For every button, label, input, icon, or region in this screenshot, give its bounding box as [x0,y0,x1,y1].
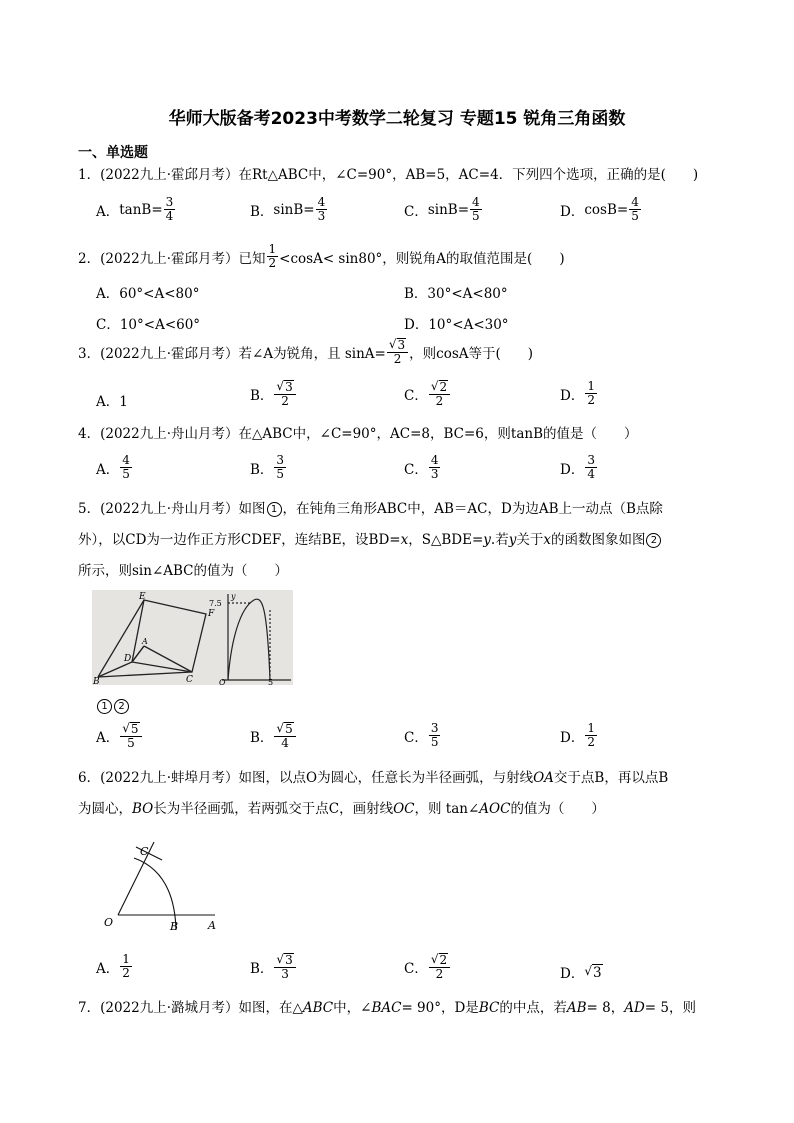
q6-figure [100,838,230,938]
point-label-d: D [124,654,132,664]
fraction: $\frac{4}{3}$ [317,195,326,223]
origin-label: O [219,678,226,685]
q5-figure [92,590,293,685]
fraction: $\frac{4}{5}$ [122,453,130,481]
q4-option-b[interactable]: B． $\frac{3}{5}$ [250,453,285,481]
fraction: $\frac{3}{5}$ [430,721,439,749]
q3-option-b[interactable]: B． √ 3 2 [250,380,297,408]
option-label: B． [250,203,274,220]
question-2-stem: 2．(2022九上·霍邱月考）已知 $\frac{1}{2}$ <cosA< sin80°，则锐角A的取值范围是( ) [78,242,565,270]
axis-mark-5: 5 [268,678,274,685]
q5-option-a[interactable]: A． √ 5 5 [96,722,143,750]
q5-figure-photo [92,590,293,685]
circled-number: 2 [646,533,661,548]
point-label-e: E [139,592,146,602]
q6-option-c[interactable]: C． √ 2 2 [404,953,451,981]
q2-option-a[interactable]: A．60°<A<80° [96,286,200,302]
q1-option-c[interactable] [404,196,483,223]
q2-option-d[interactable]: D．10°<A<30° [404,317,509,333]
axis-label-y: y [231,592,236,601]
q3-option-a[interactable]: A．1 [96,394,128,410]
section-heading: 一、单选题 [78,145,148,161]
fraction: √ 2 2 [429,953,450,981]
axis-mark-7-5: 7.5 [209,599,222,608]
q6-option-a[interactable]: A． $\frac{1}{2}$ [96,952,130,980]
q1-option-d[interactable] [560,196,642,223]
q3-option-c[interactable]: C． √ 2 2 [404,380,451,408]
fraction: $\frac{4}{5}$ [631,195,639,223]
fraction: $\frac{3}{4}$ [165,195,174,223]
fraction: √ 3 3 [274,953,295,981]
question-4-stem: 4．(2022九上·舟山月考）在△ABC中，∠C=90°，AC=8，BC=6，则tanB的值是（ ） [78,426,638,442]
point-label-a: A [208,919,216,932]
q3-option-d[interactable]: D． $\frac{1}{2}$ [560,379,595,407]
fraction: $\frac{1}{2}$ [122,952,130,980]
fraction: √ 5 4 [274,722,295,750]
question-5-stem: 5．(2022九上·舟山月考）如图 1 ，在钝角三角形ABC中，AB＝AC，D为边AB上一动点（B点除 外），以CD为一边作正方形CDEF，连结BE，设BD=x，S△BDE=y.若y关于x的函数图象如图 2 所示，则sin∠ABC的值为（ ） [78,501,663,579]
fraction: $\frac{1}{2}$ [587,721,595,749]
question-7-stem: 7．(2022九上·潞城月考）如图，在△ABC中，∠BAC= 90°，D是BC的中点，若AB= 8，AD= 5，则 [78,1000,696,1016]
q4-option-a[interactable]: A． $\frac{4}{5}$ [96,453,130,481]
fraction: $\frac{4}{3}$ [430,453,439,481]
q6-option-d[interactable]: D． √ 3 [560,963,602,982]
option-label: A． [96,203,120,220]
point-label-a: A [142,637,148,646]
point-label-c: C [186,675,193,685]
q4-option-c[interactable]: C． $\frac{4}{3}$ [404,453,439,481]
option-text: sinB= [427,201,470,218]
q4-option-d[interactable]: D． $\frac{3}{4}$ [560,453,595,481]
option-text: sinB= [273,201,315,218]
q5-option-c[interactable]: C． $\frac{3}{5}$ [404,721,439,749]
fraction: √ 3 2 [387,338,408,366]
question-3-stem: 3．(2022九上·霍邱月考）若∠A为锐角，且 sinA= √ 3 2 ，则cosA等于( ) [78,337,534,366]
sqrt: √ 3 [584,963,602,981]
q1-option-b[interactable] [250,196,328,223]
circled-number-1: 1 [97,699,112,714]
question-1-stem: 1．(2022九上·霍邱月考）在Rt△ABC中，∠C=90°，AB=5，AC=4．下列四个选项，正确的是( ) [78,167,699,183]
point-label-o: O [104,916,114,929]
point-label-c: C [140,845,149,858]
q1-option-a[interactable] [96,196,176,223]
option-label: D． [560,203,585,220]
q5-option-b[interactable]: B． √ 5 4 [250,722,297,750]
fraction: √ 2 2 [429,380,450,408]
fraction: $\frac{4}{5}$ [472,195,480,223]
option-text: cosB= [584,201,629,218]
fraction: $\frac{1}{2}$ [587,379,595,407]
q2-option-b[interactable]: B．30°<A<80° [404,286,508,302]
point-label-b: B [170,920,179,933]
document-title: 华师大版备考2023中考数学二轮复习 专题15 锐角三角函数 [168,109,626,129]
fraction: √ 5 5 [120,722,141,750]
fraction: $\frac{3}{5}$ [276,453,285,481]
q6-option-b[interactable]: B． √ 3 3 [250,953,297,981]
q2-option-c[interactable]: C．10°<A<60° [96,317,201,333]
circled-number: 1 [267,502,282,517]
fraction: $\frac{1}{2}$ [268,242,277,270]
fraction: $\frac{3}{4}$ [587,453,595,481]
circled-number-2: 2 [114,699,129,714]
point-label-b: B [93,677,100,685]
question-6-stem: 6．(2022九上·蚌埠月考）如图，以点O为圆心，任意长为半径画弧，与射线OA交于点B，再以点B 为圆心，BO长为半径画弧，若两弧交于点C，画射线OC，则 tan∠AOC的值为（ ） [78,770,669,817]
option-label: C． [404,203,428,220]
fraction: √ 3 2 [274,380,295,408]
option-text: tanB= [119,201,163,218]
point-label-f: F [208,609,215,619]
q5-option-d[interactable]: D． $\frac{1}{2}$ [560,721,595,749]
figure-numbers [96,698,130,714]
